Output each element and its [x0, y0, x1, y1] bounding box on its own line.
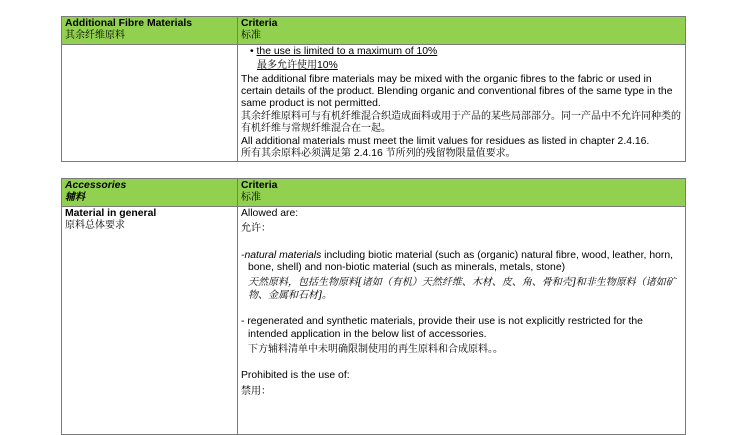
blending-paragraph-en: The additional fibre materials may be mixed with the organic fibres to the fabric or used in certain details of the product. Blending organic and conventional fibres of the same type in the same product is not permitted.: [241, 73, 673, 110]
accessories-title-en: Accessories: [65, 180, 127, 191]
regenerated-materials-en: - regenerated and synthetic materials, provide their use is not explicitly restricted for the intended application in the below list of accessories.: [241, 316, 643, 340]
row-label-zh: 原料总体要求: [65, 220, 125, 232]
row-label-en: Material in general: [65, 207, 157, 219]
allowed-en: Allowed are:: [241, 207, 299, 219]
header-cell-criteria: [238, 179, 686, 207]
header-cell-criteria: [238, 17, 686, 45]
header-title-zh: 其余纤维原料: [65, 30, 125, 42]
header-title-en: Additional Fibre Materials: [65, 18, 193, 29]
bullet-text-en: the use is limited to a maximum of 10%: [256, 45, 438, 57]
criteria-cell: [238, 44, 686, 162]
empty-label-cell: [62, 44, 238, 162]
additional-fibre-table: [61, 16, 686, 162]
prohibited-zh: 禁用：: [241, 385, 271, 397]
material-general-cell: [62, 206, 238, 434]
natural-materials-zh: 天然原料，包括生物原料[诸如（有机）天然纤维、木材、皮、角、骨和壳]和非生物原料（诸如矿物、金属和石材]。: [248, 277, 676, 301]
blending-paragraph-zh: 其余纤维原料可与有机纤维混合织造成面料或用于产品的某些局部部分。同一产品中不允许同种类的有机纤维与常规纤维混合在一起。: [241, 110, 681, 135]
table-row: [62, 206, 686, 434]
allowed-zh: 允许：: [241, 223, 271, 235]
residue-paragraph-zh: 所有其余原料必须满足第 2.4.16 节所列的残留物限量值要求。: [241, 148, 516, 160]
table-header-row: [62, 179, 686, 207]
criteria-title-zh: 标准: [241, 30, 261, 42]
allowed-criteria-cell: [238, 206, 686, 434]
criteria-title-zh: 标准: [241, 192, 261, 204]
table-header-row: [62, 17, 686, 45]
regenerated-materials-zh: 下方辅料清单中未明确限制使用的再生原料和合成原料。。: [248, 344, 503, 356]
criteria-title-en: Criteria: [241, 18, 278, 29]
residue-paragraph-en: All additional materials must meet the limit values for residues as listed in chapter 2.4.16.: [241, 135, 650, 147]
natural-materials-en: -natural materials including biotic material (such as (organic) natural fibre, wood, leather, horn, bone, shell) and non-biotic material (such as minerals, metals, stone): [241, 249, 674, 274]
criteria-title-en: Criteria: [241, 180, 278, 191]
bullet-text-zh: 最多允许使用10%: [257, 60, 338, 72]
prohibited-en: Prohibited is the use of:: [241, 370, 350, 382]
header-cell-accessories: [62, 179, 238, 207]
bullet-icon: •: [250, 45, 257, 57]
accessories-table: [61, 178, 686, 435]
table-row: [62, 44, 686, 162]
header-cell-material: [62, 17, 238, 45]
accessories-title-zh: 辅料: [65, 192, 85, 204]
bullet-item: [241, 46, 682, 58]
